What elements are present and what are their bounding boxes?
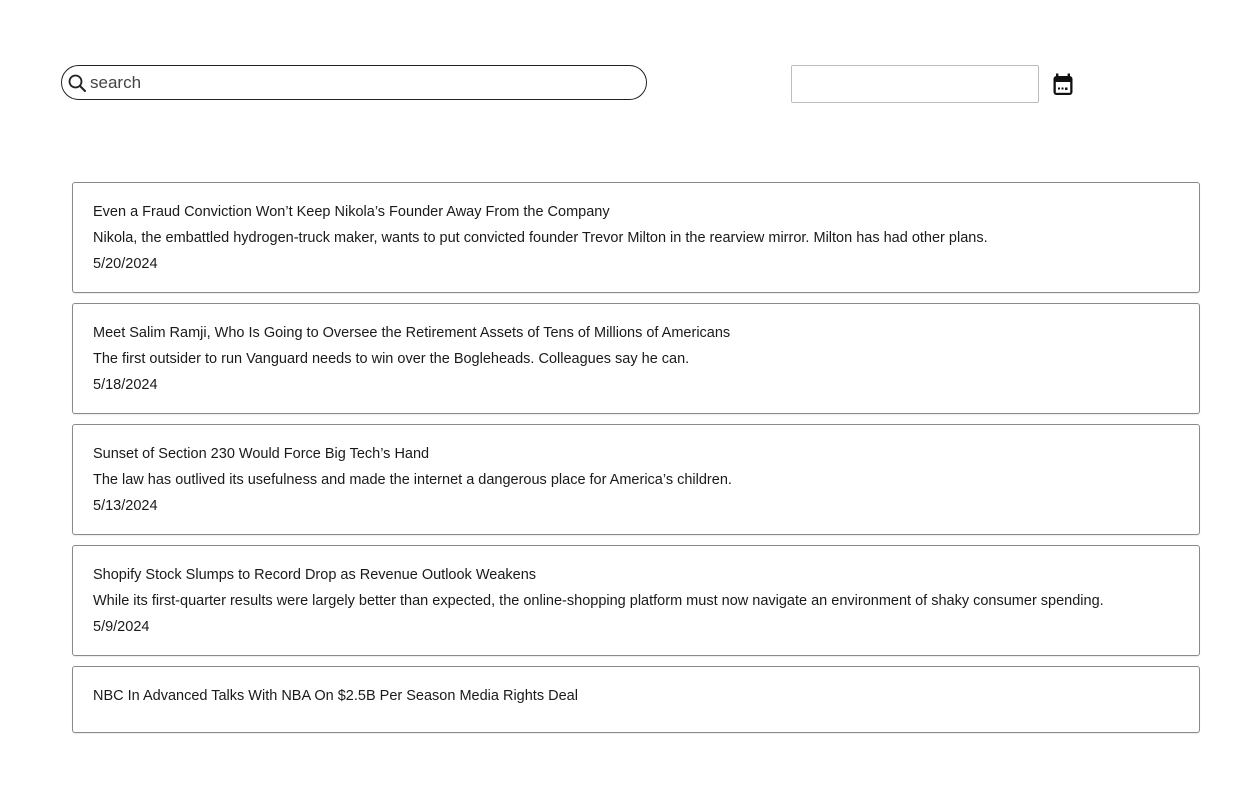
article-title[interactable]: Sunset of Section 230 Would Force Big Tech’s Hand (93, 446, 430, 462)
article-card[interactable] (72, 424, 1200, 535)
article-card[interactable] (72, 545, 1200, 656)
search-input[interactable] (88, 68, 630, 98)
article-card[interactable] (72, 303, 1200, 414)
article-date: 5/20/2024 (93, 256, 158, 272)
article-summary: The law has outlived its usefulness and made the internet a dangerous place for America’s children. (93, 472, 732, 488)
article-title[interactable]: Meet Salim Ramji, Who Is Going to Oversee the Retirement Assets of Tens of Millions of Americans (93, 325, 731, 341)
article-card[interactable] (72, 182, 1200, 293)
article-summary: Nikola, the embattled hydrogen-truck maker, wants to put convicted founder Trevor Milton in the rearview mirror. Milton has had other plans. (93, 230, 988, 246)
article-date: 5/13/2024 (93, 498, 158, 514)
calendar-icon (1052, 73, 1074, 97)
article-date: 5/18/2024 (93, 377, 158, 393)
article-list (72, 182, 1200, 743)
calendar-button[interactable] (1050, 72, 1076, 98)
article-summary: The first outsider to run Vanguard needs to win over the Bogleheads. Colleagues say he can. (93, 351, 690, 367)
article-summary: While its first-quarter results were largely better than expected, the online-shopping platform must now navigate an environment of shaky consumer spending. (93, 593, 1104, 609)
article-date: 5/9/2024 (93, 619, 150, 635)
article-card[interactable] (72, 666, 1200, 733)
article-title[interactable]: Even a Fraud Conviction Won’t Keep Nikola’s Founder Away From the Company (93, 204, 610, 220)
article-title[interactable]: NBC In Advanced Talks With NBA On $2.5B Per Season Media Rights Deal (93, 688, 578, 704)
date-filter-input[interactable] (791, 65, 1039, 103)
search-icon (66, 72, 88, 94)
article-title[interactable]: Shopify Stock Slumps to Record Drop as Revenue Outlook Weakens (93, 567, 537, 583)
search-box[interactable] (61, 65, 647, 100)
